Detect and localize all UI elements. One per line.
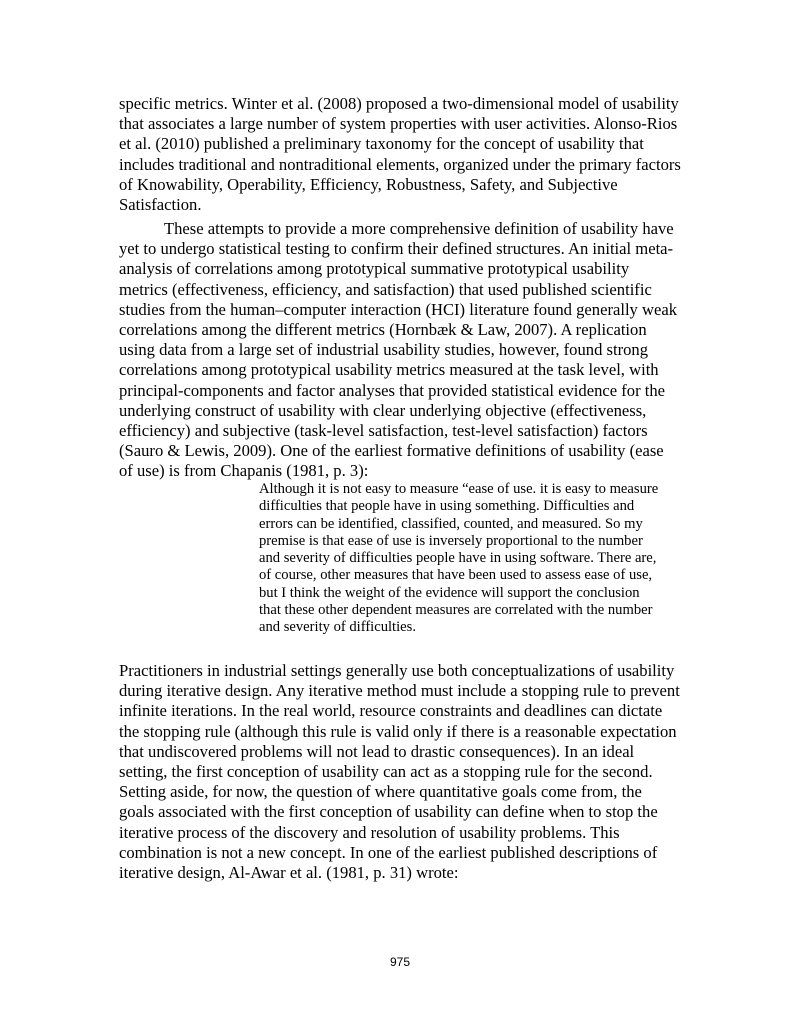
paragraph-iterative-design: Practitioners in industrial settings generally use both conceptualizations of usability during iterative design. Any iterative method must include a stopping rule to prevent infinite iterations. In the real world, resource constraints and deadlines can dictate the stopping rule (although this rule is valid only if there is a reasonable expectation that undiscovered problems will not lead to drastic consequences). In an ideal setting, the first conception of usability can act as a stopping rule for the second. Setting aside, for now, the question of where quantitative goals come from, the goals associated with the first conception of usability can define when to stop the iterative process of the discovery and resolution of usability problems. This combination is not a new concept. In one of the earliest published descriptions of iterative design, Al-Awar et al. (1981, p. 31) wrote: (119, 661, 680, 883)
paragraph-usability-models: specific metrics. Winter et al. (2008) proposed a two-dimensional model of usability that associates a large number of system properties with user activities. Alonso-Rios et al. (2010) published a preliminary taxonomy for the concept of usability that includes traditional and nontraditional elements, organized under the primary factors of Knowability, Operability, Efficiency, Robustness, Safety, and Subjective Satisfaction. (119, 94, 681, 215)
paragraph-statistical-testing: These attempts to provide a more comprehensive definition of usability have yet to undergo statistical testing to confirm their defined structures. An initial meta-analysis of correlations among prototypical summative prototypical usability metrics (effectiveness, efficiency, and satisfaction) that used published scientific studies from the human–computer interaction (HCI) literature found generally weak correlations among the different metrics (Hornbæk & Law, 2007). A replication using data from a large set of industrial usability studies, however, found strong correlations among prototypical usability metrics measured at the task level, with principal-components and factor analyses that provided statistical evidence for the underlying construct of usability with clear underlying objective (effectiveness, efficiency) and subjective (task-level satisfaction, test-level satisfaction) factors (Sauro & Lewis, 2009). One of the earliest formative definitions of usability (ease of use) is from Chapanis (1981, p. 3): (119, 219, 678, 481)
page-number: 975 (389, 955, 411, 969)
chapanis-block-quote: Although it is not easy to measure “ease of use. it is easy to measure difficulties that people have in using something. Difficulties and errors can be identified, classified, counted, and measured. So my premise is that ease of use is inversely proportional to the number and severity of difficulties people have in using software. There are, of course, other measures that have been used to assess ease of use, but I think the weight of the evidence will support the conclusion that these other dependent measures are correlated with the number and severity of difficulties. (259, 481, 659, 636)
